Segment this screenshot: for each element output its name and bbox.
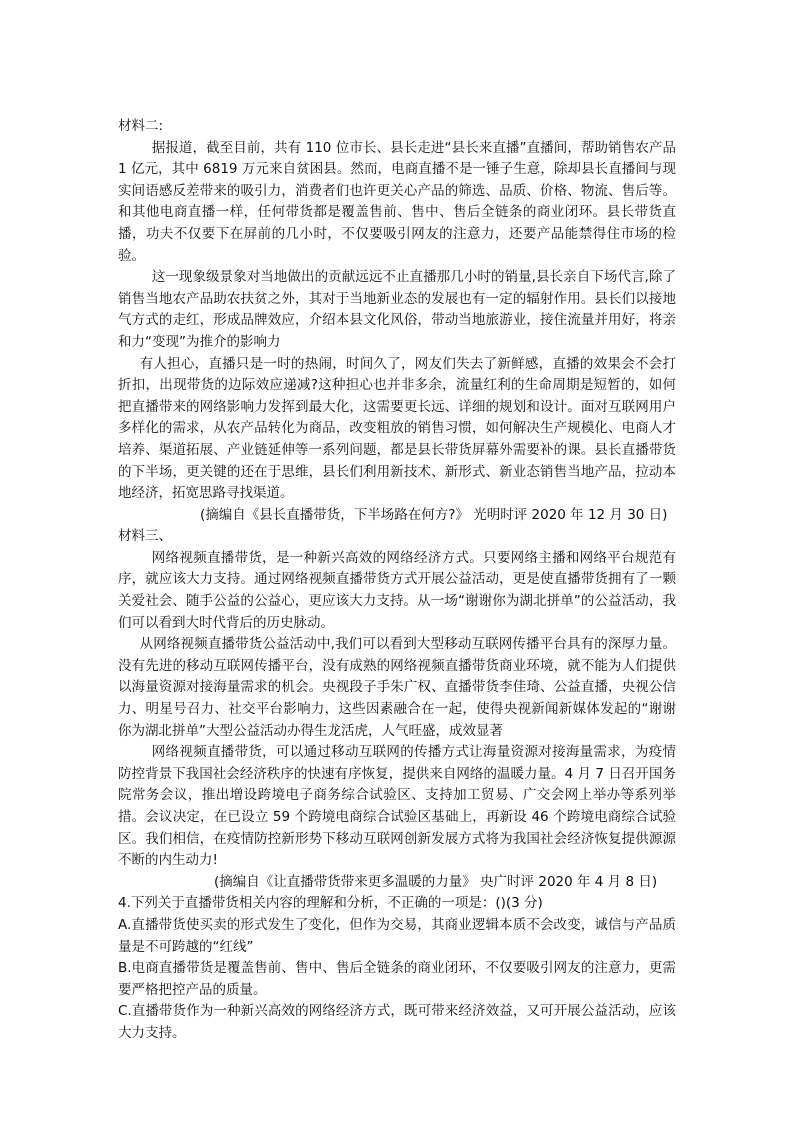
material3-paragraph-3: 网络视频直播带货，可以通过移动互联网的传播方式让海量资源对接海量需求，为疫情防控背景下我国社会经济秩序的快速有序恢复，提供来自网络的温暖力量。4 月 7 日召开国务院常务会议，推出增设跨境电子商务综合试验区、支持加工贸易、广交会网上举办等系列举措。会议决定，在已设立 59 个跨境电商综合试验区基础上，再新设 46 个跨境电商综合试验区。我们相信，在疫情防控新形势下移动互联网创新发展方式将为我国社会经济恢复提供源源不断的内生动力!: [118, 744, 676, 869]
material3-paragraph-1: 网络视频直播带货，是一种新兴高效的网络经济方式。只要网络主播和网络平台规范有序，就应该大力支持。通过网络视频直播带货方式开展公益活动，更是使直播带货拥有了一颗关爱社会、随手公益的公益心，更应该大力支持。从一场“谢谢你为湖北拼单”的公益活动，我们可以看到大时代背后的历史脉动。: [118, 549, 676, 631]
document-page: [118, 116, 676, 1045]
material3-source: (摘编自《让直播带货带来更多温暖的力量》 央广时评 2020 年 4 月 8 日): [214, 873, 658, 890]
material2-heading: 材料二:: [118, 118, 164, 134]
material2-source: (摘编自《县长直播带货，下半场路在何方?》 光明时评 2020 年 12 月 30 日): [200, 506, 668, 523]
option-b: B.电商直播带货是覆盖售前、售中、售后全链条的商业闭环，不仅要吸引网友的注意力，更需要严格把控产品的质量。: [118, 960, 676, 998]
material2-paragraph-3: 有人担心，直播只是一时的热闹，时间久了，网友们失去了新鲜感，直播的效果会不会打折扣，出现带货的边际效应递减?这种担心也并非多余，流量红利的生命周期是短暂的，如何把直播带来的网络影响力发挥到最大化，这需要更长远、详细的规划和设计。面对互联网用户多样化的需求，从农产品转化为商品，改变粗放的销售习惯，如何解决生产规模化、电商人才培养、渠道拓展、产业链延伸等一系列问题，都是县长带货屏幕外需要补的课。县长直播带货的下半场，更关键的还在于思维，县长们利用新技术、新形式、新业态销售当地产品，拉动本地经济，拓宽思路寻找渠道。: [118, 355, 676, 502]
material3-paragraph-2: 从网络视频直播带货公益活动中,我们可以看到大型移动互联网传播平台具有的深厚力量。没有先进的移动互联网传播平台，没有成熟的网络视频直播带货商业环境，就不能为人们提供以海量资源对接海量需求的机会。央视段子手朱广权、直播带货李佳琦、公益直播，央视公信力、明星号召力、社交平台影响力，这些因素融合在一起，使得央视新闻新媒体发起的“谢谢你为湖北拼单”大型公益活动办得生龙活虎，人气旺盛，成效显著: [118, 636, 676, 739]
option-c: C.直播带货作为一种新兴高效的网络经济方式，既可带来经济效益，又可开展公益活动，应该大力支持。: [118, 1003, 676, 1041]
material3-heading: 材料三、: [118, 528, 172, 545]
question-stem: 4.下列关于直播带货相关内容的理解和分析，不正确的一项是：()(3 分): [118, 895, 543, 912]
material2-paragraph-1: 据报道，截至目前，共有 110 位市长、县长走进“县长来直播”直播间，帮助销售农产品 1 亿元，其中 6819 万元来自贫困县。然而，电商直播不是一锤子生意，除却县长直播间与现实间语感反差带来的吸引力，消费者们也许更关心产品的筛选、品质、价格、物流、售后等。和其他电商直播一样，任何带货都是覆盖售前、售中、售后全链条的商业闭环。县长带货直播，功夫不仅要下在屏前的几小时，不仅要吸引网友的注意力，还要产品能禁得住市场的检验。: [118, 139, 676, 264]
option-a: A.直播带货使买卖的形式发生了变化，但作为交易，其商业逻辑本质不会改变，诚信与产品质量是不可跨越的“红线”: [118, 916, 676, 955]
material2-paragraph-2: 这一现象级景象对当地做出的贡献远远不止直播那几小时的销量,县长亲自下场代言,除了销售当地农产品助农扶贫之外，其对于当地新业态的发展也有一定的辐射作用。县长们以接地气方式的走红，形成品牌效应，介绍本县文化风俗，带动当地旅游业，接住流量并用好，将亲和力“变现”为推介的影响力: [118, 269, 676, 350]
